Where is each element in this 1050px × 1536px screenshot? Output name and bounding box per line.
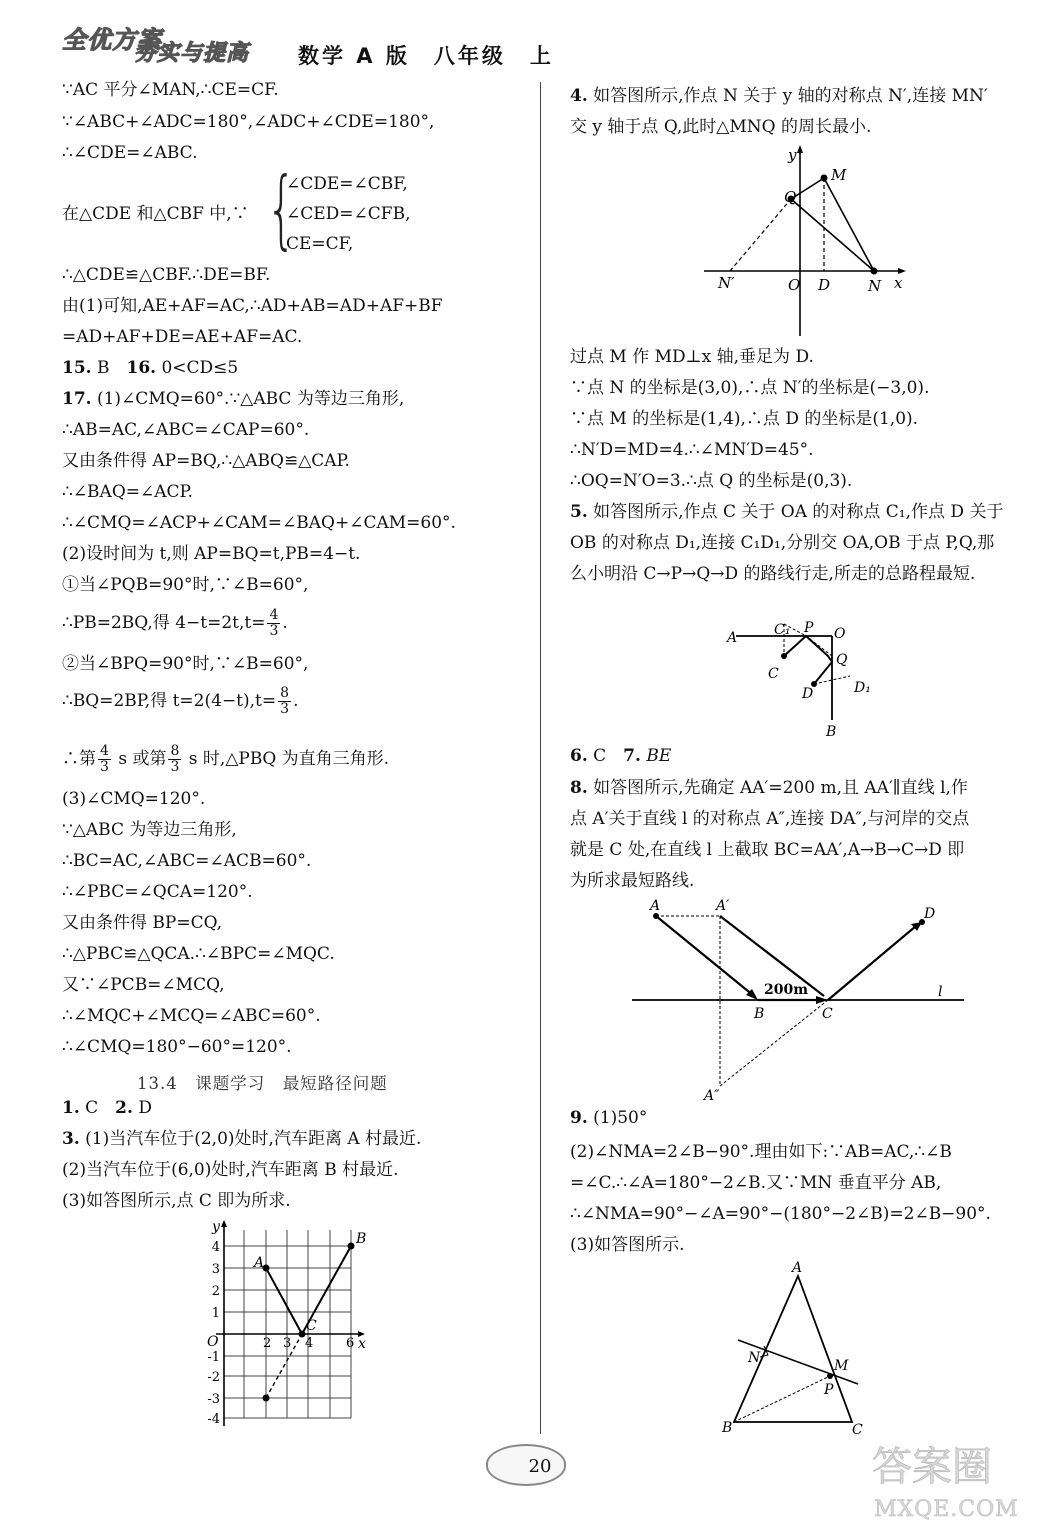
text-line: ∵△ABC 为等边三角形, — [62, 820, 237, 840]
text-line: ∠CED=∠CFB, — [286, 204, 411, 224]
y-tick: 2 — [211, 1284, 220, 1299]
x-label: x — [358, 1336, 366, 1352]
point-M — [821, 175, 828, 182]
page-title: 数学 A 版 八年级 上 — [298, 44, 554, 68]
y-tick: -2 — [207, 1370, 220, 1385]
text-line — [62, 606, 288, 640]
point-N — [871, 268, 878, 275]
text-line: ②当∠BPQ=90°时,∵∠B=60°, — [62, 654, 309, 674]
text-line: =∠C.∴∠A=180°−2∠B.又∵MN 垂直平分 AB, — [570, 1173, 942, 1193]
text: ∴BQ=2BP,得 t=2(4−t),t= — [62, 691, 277, 711]
text-line: ∵点 M 的坐标是(1,4),∴点 D 的坐标是(1,0). — [570, 409, 919, 429]
answer: D — [132, 1098, 152, 1118]
segment-AB — [656, 916, 754, 996]
answer-line — [570, 502, 1003, 522]
y-axis-arrow — [797, 145, 803, 153]
mnq-figure — [700, 142, 920, 338]
text-line: ∵∠ABC+∠ADC=180°,∠ADC+∠CDE=180°, — [62, 112, 435, 132]
y-tick: 3 — [211, 1262, 220, 1277]
label-M: M — [831, 166, 847, 184]
text-line: (3)如答图所示,点 C 即为所求. — [62, 1191, 291, 1211]
text: s 或第 — [112, 749, 167, 769]
label-C: C — [768, 666, 779, 682]
text-line: 由(1)可知,AE+AF=AC,∴AD+AB=AD+AF+BF — [62, 296, 443, 316]
text-line: 又∵∠PCB=∠MCQ, — [62, 975, 225, 995]
label-B: B — [722, 1420, 733, 1436]
text-line: ∠CDE=∠CBF, — [286, 174, 408, 194]
numerator: 8 — [170, 743, 180, 759]
text-line: ∴OQ=N′O=3.∴点 Q 的坐标是(0,3). — [570, 471, 853, 491]
text-line: OB 的对称点 D₁,连接 C₁D₁,分别交 OA,OB 于点 P,Q,那 — [570, 533, 995, 553]
grid-figure — [196, 1218, 376, 1433]
q-number: 2. — [115, 1098, 133, 1118]
numerator: 4 — [269, 607, 279, 623]
label-O: O — [788, 276, 801, 294]
numerator: 4 — [100, 743, 109, 759]
answer: BE — [640, 746, 672, 766]
text-line: ∴N′D=MD=4.∴∠MN′D=45°. — [570, 440, 814, 460]
point-A-reflect — [263, 1395, 270, 1402]
label-Np: N′ — [718, 274, 735, 292]
answer-line — [570, 778, 968, 798]
label-Q: Q — [784, 188, 797, 206]
river-figure — [628, 896, 968, 1106]
segment-NpQ — [730, 199, 791, 271]
label-C: C — [306, 1318, 317, 1334]
text-line: 就是 C 处,在直线 l 上截取 BC=AA′,A→B→C→D 即 — [570, 840, 965, 860]
denominator: 3 — [269, 623, 279, 639]
q-number: 9. — [570, 1108, 588, 1128]
answer: (1)∠CMQ=60°.∵△ABC 为等边三角形, — [91, 389, 405, 409]
answer: C — [79, 1098, 116, 1118]
label-C1: C₁ — [774, 622, 791, 638]
denominator: 3 — [100, 759, 109, 775]
text-line: 么小明沿 C→P→Q→D 的路线行走,所走的总路程最短. — [570, 564, 976, 584]
segment-AC — [266, 1268, 302, 1334]
x-tick: 2 — [263, 1336, 272, 1351]
text: . — [282, 613, 288, 633]
fraction — [278, 686, 291, 717]
label-Q: Q — [836, 652, 848, 668]
y-tick: -1 — [207, 1350, 220, 1365]
q-number: 7. — [623, 746, 641, 766]
watermark-bottom: MXQE.COM — [874, 1497, 1019, 1522]
logo-line1: 全优方案 — [62, 26, 162, 54]
text-line: ∵点 N 的坐标是(3,0),∴点 N′的坐标是(−3,0). — [570, 378, 930, 398]
text-line: CE=CF, — [286, 234, 354, 254]
logo-line2: 夯实与提高 — [134, 41, 250, 66]
answer: B — [91, 358, 127, 378]
text-line: (2)设时间为 t,则 AP=BQ=t,PB=4−t. — [62, 544, 361, 564]
q-number: 3. — [62, 1129, 80, 1149]
label-A: A — [727, 630, 738, 646]
text-line: ∴∠CMQ=∠ACP+∠CAM=∠BAQ+∠CAM=60°. — [62, 513, 456, 533]
point-C — [299, 1331, 306, 1338]
text: . — [293, 691, 299, 711]
label-A: A — [254, 1255, 265, 1271]
y-tick: 4 — [211, 1240, 220, 1255]
y-label: y — [788, 146, 797, 164]
answer: 如答图所示,作点 N 关于 y 轴的对称点 N′,连接 MN′ — [587, 86, 988, 106]
q-number: 6. — [570, 746, 588, 766]
y-tick: -3 — [207, 1392, 220, 1407]
text-line: =AD+AF+DE=AE+AF=AC. — [62, 327, 303, 347]
answer: (1)当汽车位于(2,0)处时,汽车距离 A 村最近. — [79, 1129, 422, 1149]
label-N: N — [868, 277, 882, 295]
label-D: D — [924, 906, 936, 922]
q-number: 4. — [570, 86, 588, 106]
answer: 如答图所示,作点 C 关于 OA 的对称点 C₁,作点 D 关于 — [587, 502, 1004, 522]
text-line: ∴∠NMA=90°−∠A=90°−(180°−2∠B)=2∠B−90°. — [570, 1204, 991, 1224]
q-number: 1. — [62, 1098, 80, 1118]
text-line: 过点 M 作 MD⊥x 轴,垂足为 D. — [570, 347, 814, 367]
y-tick: -4 — [207, 1412, 220, 1427]
segment-QN — [791, 199, 874, 271]
watermark-top: 答案圈 — [872, 1444, 992, 1490]
text-line: (3)∠CMQ=120°. — [62, 789, 206, 809]
answer: C — [587, 746, 624, 766]
answer: (1)50° — [587, 1108, 648, 1128]
denominator: 3 — [280, 701, 290, 717]
point-C — [781, 653, 787, 659]
x-tick-labels — [263, 1336, 354, 1351]
segment-CD — [828, 926, 916, 1000]
answer-line — [62, 1129, 421, 1149]
grid-lines — [224, 1230, 351, 1418]
logo — [62, 6, 278, 68]
label-P: P — [824, 1382, 834, 1398]
text-line: ∴∠MQC+∠MCQ=∠ABC=60°. — [62, 1006, 321, 1026]
answer-line — [62, 358, 238, 378]
answer-line — [62, 1098, 152, 1118]
numerator: 8 — [280, 685, 290, 701]
point-B — [348, 1243, 355, 1250]
text-line: ∴∠CDE=∠ABC. — [62, 143, 198, 163]
text-line: ∴BC=AC,∠ABC=∠ACB=60°. — [62, 851, 312, 871]
x-tick: 6 — [346, 1336, 355, 1351]
text-line: 为所求最短路线. — [570, 871, 695, 891]
origin-label: O — [207, 1334, 219, 1350]
answer-line — [570, 1108, 647, 1128]
label-P: P — [804, 620, 814, 636]
label-l: l — [938, 984, 943, 1000]
label-C: C — [822, 1006, 833, 1022]
fraction — [168, 744, 181, 775]
segment-BP — [734, 1376, 830, 1422]
label-B: B — [356, 1231, 367, 1247]
y-axis-arrow — [221, 1220, 227, 1227]
fraction — [267, 608, 280, 639]
answer-line — [570, 746, 671, 766]
label-M: M — [834, 1358, 849, 1374]
text-line: (2)当汽车位于(6,0)处时,汽车距离 B 村最近. — [62, 1160, 399, 1180]
text-line: (3)如答图所示. — [570, 1235, 685, 1255]
text-line: ∴∠CMQ=180°−60°=120°. — [62, 1037, 292, 1057]
q-number: 15. — [62, 358, 92, 378]
q-number: 16. — [126, 358, 157, 378]
text: s 时,△PBQ 为直角三角形. — [183, 749, 390, 769]
section-title: 13.4 课题学习 最短路径问题 — [137, 1074, 388, 1093]
text-line: ∵AC 平分∠MAN,∴CE=CF. — [62, 80, 279, 100]
answer: 如答图所示,先确定 AA′=200 m,且 AA′∥直线 l,作 — [587, 778, 968, 798]
text-line: ∴∠PBC=∠QCA=120°. — [62, 882, 253, 902]
watermark — [868, 1436, 1038, 1526]
q-number: 8. — [570, 778, 588, 798]
label-D: D — [802, 686, 814, 702]
text-line — [62, 684, 298, 718]
denominator: 3 — [170, 759, 180, 775]
y-tick: 1 — [211, 1306, 220, 1321]
fraction — [98, 744, 111, 775]
text: ∴第 — [62, 749, 96, 769]
x-tick: 4 — [305, 1336, 314, 1351]
triangle-ABC — [734, 1276, 852, 1422]
label-Ap: A′ — [716, 898, 730, 914]
label-200m: 200m — [764, 982, 809, 998]
text-line: 又由条件得 AP=BQ,∴△ABQ≌△CAP. — [62, 451, 350, 471]
answer-line — [62, 389, 404, 409]
label-D: D — [818, 276, 831, 294]
text-line: ∴△PBC≌△QCA.∴∠BPC=∠MQC. — [62, 944, 335, 964]
y-label: y — [212, 1219, 220, 1235]
text-line — [62, 742, 389, 776]
text-line: 在△CDE 和△CBF 中,∵ — [62, 204, 249, 224]
answer-line — [570, 86, 988, 106]
text-line: ∴∠BAQ=∠ACP. — [62, 482, 193, 502]
answer: 0<CD≤5 — [156, 358, 239, 378]
column-divider — [540, 82, 541, 1434]
label-B: B — [826, 724, 837, 740]
page-header — [0, 0, 1050, 80]
text-line: 交 y 轴于点 Q,此时△MNQ 的周长最小. — [570, 117, 872, 137]
segment-AppC — [720, 1000, 828, 1086]
brace: { — [266, 159, 297, 259]
label-N: N — [748, 1350, 761, 1366]
q-number: 5. — [570, 502, 588, 522]
text-line: ∴AB=AC,∠ABC=∠CAP=60°. — [62, 420, 310, 440]
label-D1: D₁ — [854, 680, 871, 696]
path-figure — [722, 616, 882, 744]
label-O: O — [834, 626, 846, 642]
label-A: A — [650, 898, 661, 914]
label-C: C — [852, 1422, 863, 1438]
label-B: B — [754, 1006, 765, 1022]
triangle-figure — [720, 1256, 870, 1438]
text-line: ①当∠PQB=90°时,∵∠B=60°, — [62, 575, 309, 595]
text-line: 点 A′关于直线 l 的对称点 A″,连接 DA″,与河岸的交点 — [570, 809, 970, 829]
label-A: A — [792, 1260, 803, 1276]
x-tick: 3 — [283, 1336, 292, 1351]
page-number: 20 — [528, 1456, 552, 1477]
text: ∴PB=2BQ,得 4−t=2t,t= — [62, 613, 266, 633]
q-number: 17. — [62, 389, 92, 409]
point-P — [827, 1373, 833, 1379]
text-line: 又由条件得 BP=CQ, — [62, 913, 223, 933]
segment-MN — [824, 178, 874, 271]
text-line: ∴△CDE≌△CBF.∴DE=BF. — [62, 265, 271, 285]
x-label: x — [894, 274, 903, 292]
label-App: A″ — [704, 1088, 720, 1104]
text-line: (2)∠NMA=2∠B−90°.理由如下:∵AB=AC,∴∠B — [570, 1142, 952, 1162]
arrow-BC — [816, 996, 828, 1004]
path-CPQD — [784, 636, 832, 684]
